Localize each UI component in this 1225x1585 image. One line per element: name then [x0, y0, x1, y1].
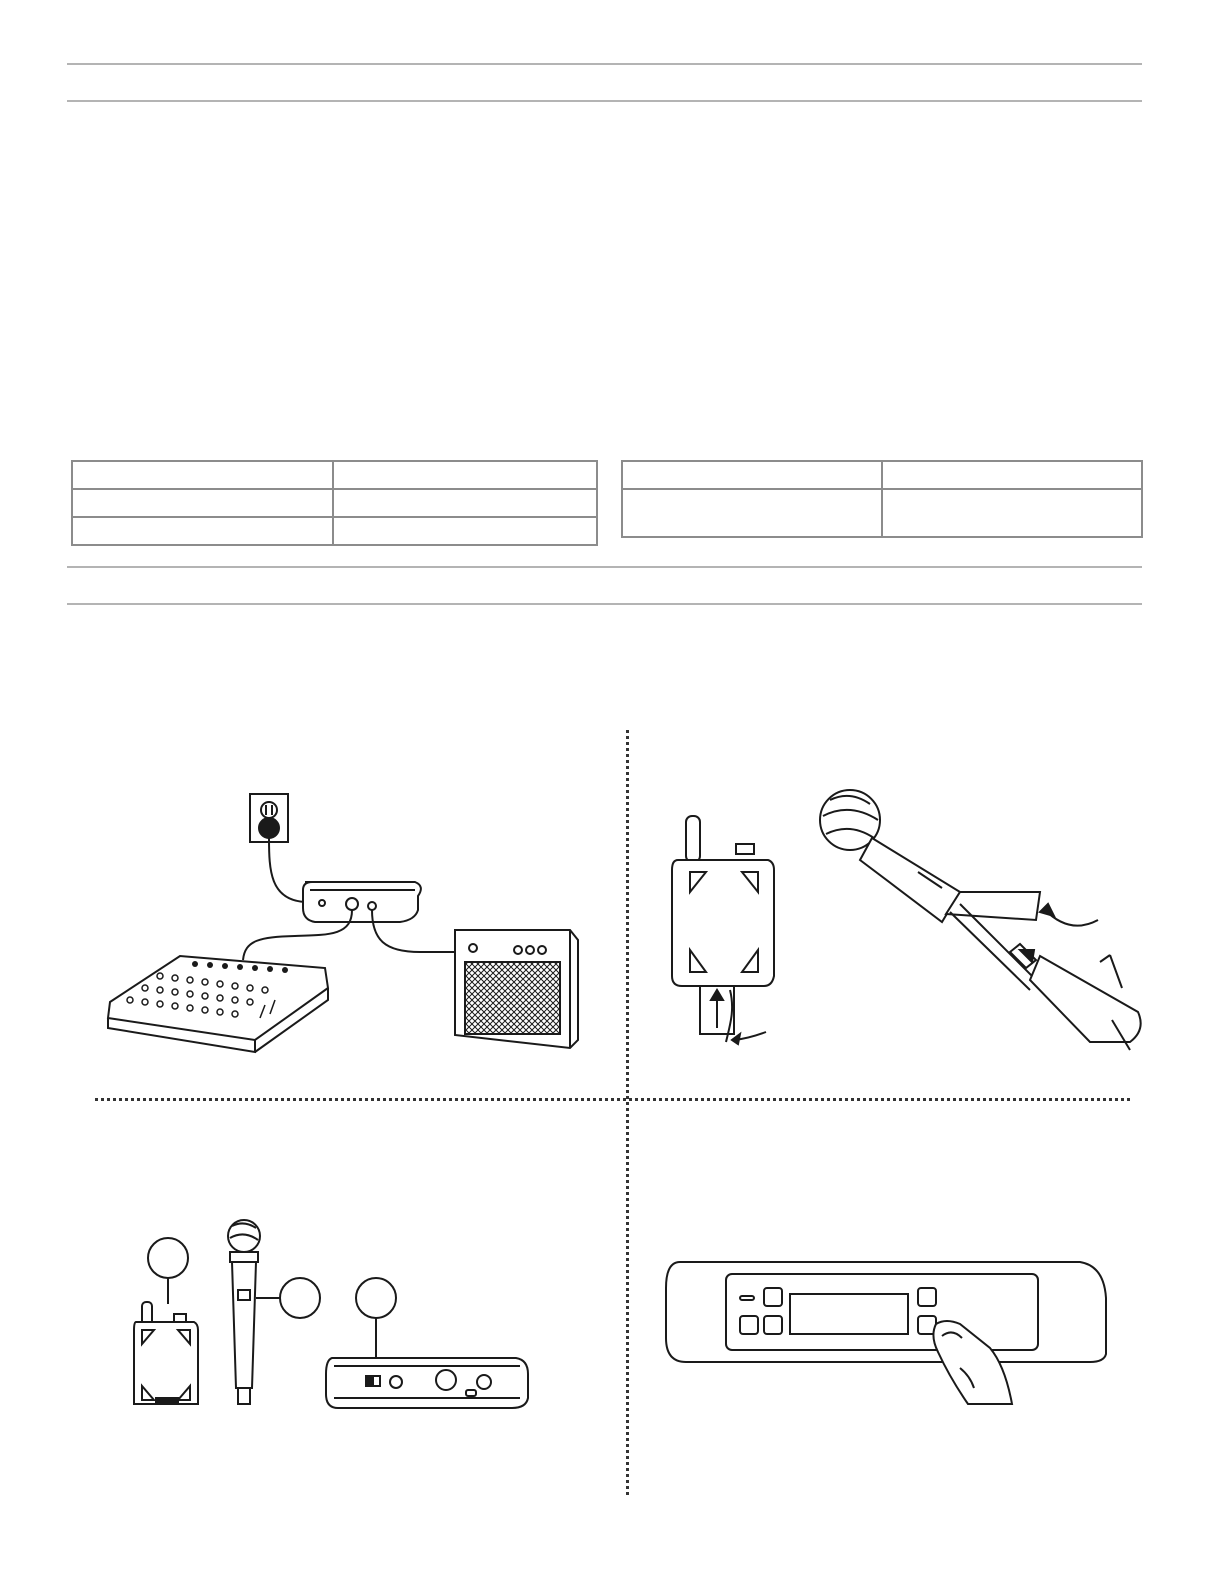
- table-divider: [623, 488, 1141, 490]
- spec-table-right: [621, 460, 1143, 538]
- receiver-front-panel-icon: [666, 1262, 1106, 1362]
- quadrant-divider-vertical: [626, 730, 629, 1495]
- section-rule-middle: [67, 566, 1142, 568]
- wall-outlet-icon: [250, 794, 288, 842]
- mixer-icon: [108, 956, 328, 1052]
- callout-circle-icon: [148, 1238, 188, 1278]
- table-divider: [73, 488, 596, 490]
- callout-circle-icon: [280, 1278, 320, 1318]
- handheld-microphone-icon: [228, 1220, 260, 1404]
- sync-figure: [660, 1258, 1120, 1408]
- section-rule-top: [67, 63, 1142, 65]
- bodypack-transmitter-icon: [672, 816, 774, 1044]
- power-figure: [120, 1218, 540, 1418]
- spec-table-left: [71, 460, 598, 546]
- battery-figure: [660, 780, 1160, 1060]
- callout-circle-icon: [356, 1278, 396, 1318]
- table-divider: [73, 516, 596, 518]
- section-rule-top-under: [67, 100, 1142, 102]
- quadrant-divider-horizontal: [95, 1098, 1130, 1101]
- setup-figure: [100, 790, 600, 1055]
- table-divider: [332, 462, 334, 544]
- receiver-rear-icon: [326, 1358, 528, 1408]
- section-rule-middle-under: [67, 603, 1142, 605]
- receiver-icon: [303, 882, 421, 922]
- handheld-microphone-icon: [820, 790, 1141, 1050]
- bodypack-transmitter-icon: [134, 1302, 198, 1404]
- table-divider: [881, 462, 883, 536]
- amplifier-icon: [455, 930, 578, 1048]
